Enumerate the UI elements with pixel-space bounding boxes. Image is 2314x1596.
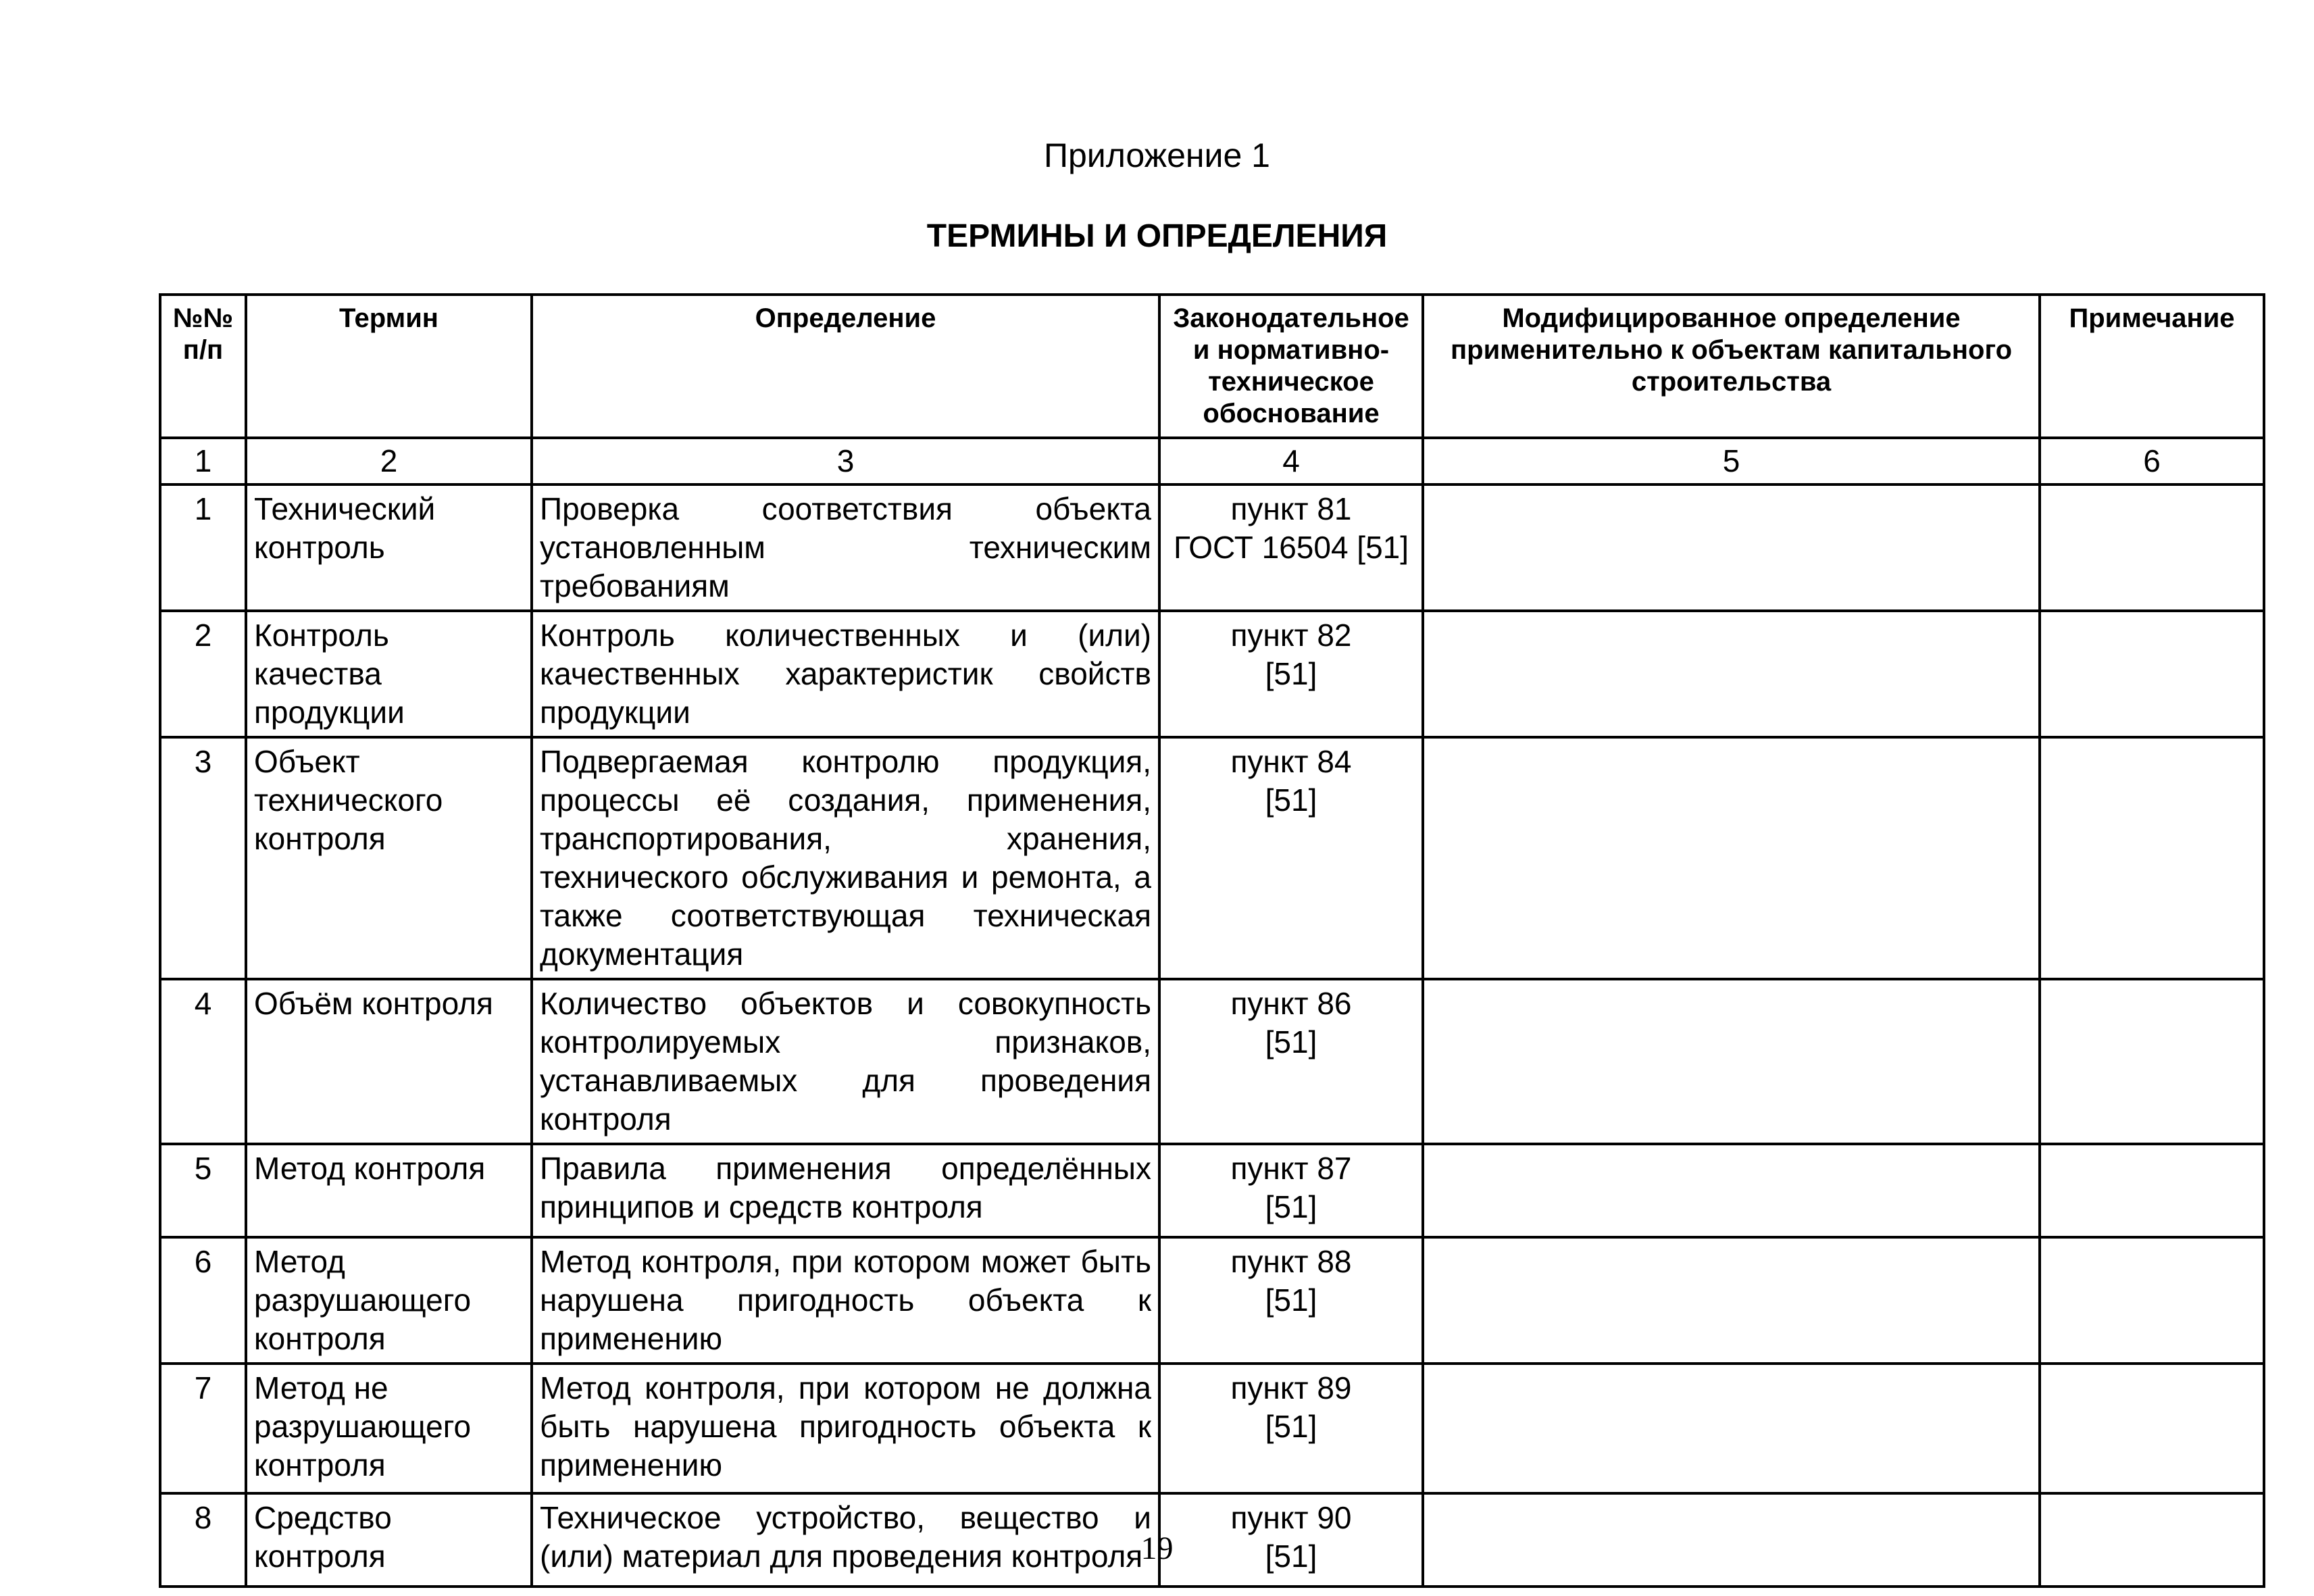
table-row [160, 484, 2264, 611]
table-row [160, 979, 2264, 1144]
table-header-row [160, 295, 2264, 438]
term-cell: Контроль качества продукции [246, 611, 532, 737]
column-number: 3 [532, 438, 1159, 484]
term-cell: Технический контроль [246, 484, 532, 611]
modified-definition-cell [1423, 1364, 2040, 1493]
note-cell [2040, 1144, 2264, 1237]
table-row [160, 1237, 2264, 1364]
row-number: 1 [160, 484, 246, 611]
basis-cell [1159, 1237, 1423, 1364]
basis-reference: [51] [1265, 1024, 1317, 1059]
basis-reference: [51] [1265, 656, 1317, 691]
modified-definition-cell [1423, 737, 2040, 979]
column-number: 2 [246, 438, 532, 484]
row-number: 2 [160, 611, 246, 737]
row-number: 3 [160, 737, 246, 979]
basis-reference: [51] [1265, 1539, 1317, 1574]
row-number: 8 [160, 1493, 246, 1587]
table-row [160, 1364, 2264, 1493]
basis-clause: пункт 81 [1230, 491, 1352, 526]
term-cell: Метод не разрушающего контроля [246, 1364, 532, 1493]
column-number: 1 [160, 438, 246, 484]
row-number: 4 [160, 979, 246, 1144]
basis-clause: пункт 88 [1230, 1244, 1352, 1279]
term-cell: Объект технического контроля [246, 737, 532, 979]
note-cell [2040, 484, 2264, 611]
definition-cell: Метод контроля, при котором может быть нарушена пригодность объекта к применению [532, 1237, 1159, 1364]
row-number: 5 [160, 1144, 246, 1237]
basis-clause: пункт 86 [1230, 986, 1352, 1021]
note-cell [2040, 611, 2264, 737]
definition-cell: Подвергаемая контролю продукция, процессы её создания, применения, транспортирования, хранения, технического обслуживания и ремонта, а также соответствующая техническая документация [532, 737, 1159, 979]
note-cell [2040, 979, 2264, 1144]
column-header-basis: Законодательное и нормативно-техническое обоснование [1159, 295, 1423, 438]
column-header-note: Примечание [2040, 295, 2264, 438]
basis-reference: [51] [1265, 1409, 1317, 1444]
note-cell [2040, 737, 2264, 979]
basis-cell [1159, 1144, 1423, 1237]
basis-cell [1159, 979, 1423, 1144]
terms-table [159, 293, 2265, 1588]
term-cell: Метод контроля [246, 1144, 532, 1237]
basis-clause: пункт 89 [1230, 1370, 1352, 1405]
note-cell [2040, 1364, 2264, 1493]
definition-cell: Правила применения определённых принципов и средств контроля [532, 1144, 1159, 1237]
basis-reference: [51] [1265, 782, 1317, 818]
modified-definition-cell [1423, 1144, 2040, 1237]
table-row [160, 737, 2264, 979]
column-header-term: Термин [246, 295, 532, 438]
term-cell: Средство контроля [246, 1493, 532, 1587]
basis-clause: пункт 84 [1230, 744, 1352, 779]
column-numbers-row [160, 438, 2264, 484]
table-row [160, 1144, 2264, 1237]
definition-cell: Техническое устройство, вещество и (или) материал для проведения контроля [532, 1493, 1159, 1587]
term-cell: Метод разрушающего контроля [246, 1237, 532, 1364]
basis-reference: [51] [1265, 1282, 1317, 1318]
note-cell [2040, 1237, 2264, 1364]
column-header-number: №№ п/п [160, 295, 246, 438]
row-number: 7 [160, 1364, 246, 1493]
table-row [160, 611, 2264, 737]
basis-cell [1159, 484, 1423, 611]
basis-clause: пункт 90 [1230, 1500, 1352, 1535]
document-title: ТЕРМИНЫ И ОПРЕДЕЛЕНИЯ [926, 218, 1388, 254]
basis-clause: пункт 87 [1230, 1151, 1352, 1186]
modified-definition-cell [1423, 1237, 2040, 1364]
row-number: 6 [160, 1237, 246, 1364]
column-header-definition: Определение [532, 295, 1159, 438]
basis-reference: [51] [1265, 1189, 1317, 1224]
basis-cell [1159, 737, 1423, 979]
definition-cell: Количество объектов и совокупность контролируемых признаков, устанавливаемых для проведения контроля [532, 979, 1159, 1144]
basis-cell [1159, 611, 1423, 737]
definition-cell: Контроль количественных и (или) качественных характеристик свойств продукции [532, 611, 1159, 737]
term-cell: Объём контроля [246, 979, 532, 1144]
column-number: 6 [2040, 438, 2264, 484]
appendix-label: Приложение 1 [1044, 136, 1270, 174]
definition-cell: Проверка соответствия объекта установленным техническим требованиям [532, 484, 1159, 611]
modified-definition-cell [1423, 484, 2040, 611]
modified-definition-cell [1423, 611, 2040, 737]
column-number: 5 [1423, 438, 2040, 484]
basis-cell [1159, 1364, 1423, 1493]
column-header-modified-definition: Модифицированное определение применительно к объектам капитального строительства [1423, 295, 2040, 438]
definition-cell: Метод контроля, при котором не должна быть нарушена пригодность объекта к применению [532, 1364, 1159, 1493]
basis-clause: пункт 82 [1230, 618, 1352, 653]
page-number: 19 [1140, 1530, 1174, 1566]
column-number: 4 [1159, 438, 1423, 484]
basis-reference: ГОСТ 16504 [51] [1173, 530, 1409, 565]
modified-definition-cell [1423, 979, 2040, 1144]
